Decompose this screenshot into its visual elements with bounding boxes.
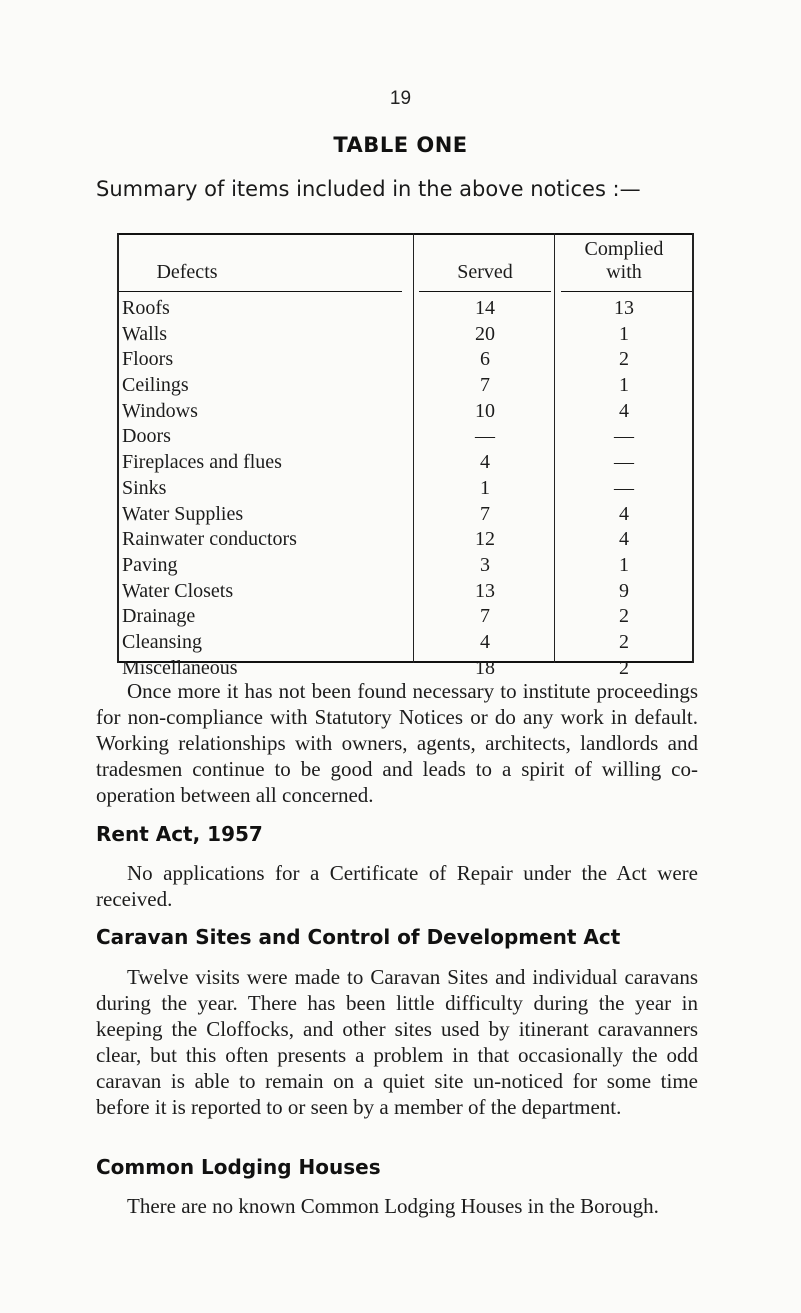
table-body	[117, 296, 694, 681]
defect-cell: Sinks	[122, 476, 167, 499]
table-row	[117, 476, 694, 502]
complied-cell: —	[614, 476, 634, 499]
table-row	[117, 399, 694, 425]
defect-cell: Water Closets	[122, 579, 234, 602]
defects-table	[117, 233, 694, 679]
table-row	[117, 553, 694, 579]
complied-cell: 2	[619, 605, 629, 628]
paragraph-caravan-sites-text: Twelve visits were made to Caravan Sites and individual caravans during the year. There has been little difficulty during the year in keeping the Cloffocks, and other sites used by itinerant caravanners clear, but this often presents a problem in that occasionally the odd caravan is able to remain on a quiet site un-noticed for some time before it is reported to or seen by a member of the department.	[96, 965, 698, 1119]
defect-cell: Fireplaces and flues	[122, 451, 282, 474]
complied-cell: 9	[619, 579, 629, 602]
defect-cell: Doors	[122, 425, 171, 448]
complied-cell: —	[614, 425, 634, 448]
complied-cell: 4	[619, 502, 629, 525]
paragraph-caravan-sites	[96, 964, 698, 1120]
served-cell: 3	[480, 553, 490, 576]
defect-cell: Paving	[122, 553, 178, 576]
served-cell: 14	[475, 297, 495, 319]
defect-cell: Walls	[122, 322, 168, 345]
paragraph-rent-act	[96, 860, 698, 912]
table-row	[117, 579, 694, 605]
defect-cell: Ceilings	[122, 374, 189, 397]
table-row	[117, 373, 694, 399]
page-number: 19	[389, 88, 412, 109]
paragraph-enforcement	[96, 678, 698, 808]
served-cell: 10	[475, 399, 495, 422]
defect-cell: Cleansing	[122, 630, 202, 653]
paragraph-common-lodging-houses-text: There are no known Common Lodging Houses in the Borough.	[127, 1194, 659, 1218]
header-complied: Complied with	[584, 238, 664, 283]
header-served: Served	[457, 261, 513, 283]
table-row	[117, 296, 694, 322]
table-intro: Summary of items included in the above notices :—	[96, 177, 641, 201]
served-cell: 4	[480, 630, 490, 653]
defect-cell: Water Supplies	[122, 502, 244, 525]
served-cell: 7	[480, 605, 490, 628]
complied-cell: 2	[619, 348, 629, 371]
header-rule-left	[117, 291, 402, 292]
table-top-rule	[117, 233, 694, 235]
defect-cell: Windows	[122, 399, 198, 422]
served-cell: 13	[475, 579, 495, 602]
complied-cell: 4	[619, 528, 629, 551]
served-cell: —	[475, 425, 495, 448]
served-cell: 12	[475, 528, 495, 551]
table-title: TABLE ONE	[333, 133, 468, 157]
defect-cell: Roofs	[122, 297, 170, 319]
paragraph-rent-act-text: No applications for a Certificate of Repair under the Act were received.	[96, 861, 698, 911]
defect-cell: Drainage	[122, 605, 196, 628]
heading-rent-act: Rent Act, 1957	[96, 822, 263, 846]
complied-cell: 4	[619, 399, 629, 422]
table-row	[117, 322, 694, 348]
table-row	[117, 630, 694, 656]
complied-cell: —	[614, 451, 634, 474]
served-cell: 7	[480, 374, 490, 397]
defect-cell: Miscellaneous	[122, 656, 238, 679]
complied-cell: 1	[619, 553, 629, 576]
paragraph-common-lodging-houses	[96, 1193, 698, 1219]
complied-cell: 13	[614, 297, 634, 319]
table-row	[117, 347, 694, 373]
heading-caravan-sites: Caravan Sites and Control of Development Act	[96, 925, 621, 949]
table-row	[117, 424, 694, 450]
served-cell: 6	[480, 348, 490, 371]
table-row	[117, 604, 694, 630]
header-rule-mid	[419, 291, 551, 292]
served-cell: 18	[475, 656, 495, 679]
complied-cell: 1	[619, 322, 629, 345]
served-cell: 4	[480, 451, 490, 474]
served-cell: 1	[480, 476, 490, 499]
table-row	[117, 450, 694, 476]
paragraph-enforcement-text: Once more it has not been found necessary to institute proceedings for non-compliance with Statutory Notices or do any work in default. Working relationships with owners, agents, architects, landlords and tradesmen continue to be good and leads to a spirit of willing co-operation between all concerned.	[96, 679, 698, 807]
complied-cell: 1	[619, 374, 629, 397]
table-row	[117, 502, 694, 528]
header-defects: Defects	[156, 261, 218, 283]
defect-cell: Floors	[122, 348, 174, 371]
defect-cell: Rainwater conductors	[122, 528, 297, 551]
complied-cell: 2	[619, 630, 629, 653]
complied-cell: 2	[619, 656, 629, 679]
served-cell: 20	[475, 322, 495, 345]
heading-common-lodging-houses: Common Lodging Houses	[96, 1155, 381, 1179]
header-rule-right	[561, 291, 694, 292]
served-cell: 7	[480, 502, 490, 525]
table-row	[117, 527, 694, 553]
